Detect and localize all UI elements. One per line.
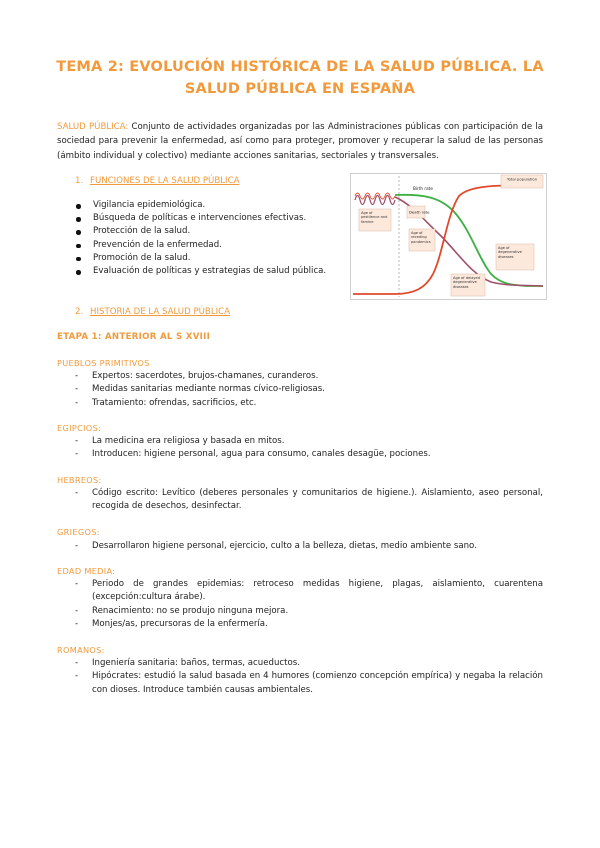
list-item: Vigilancia epidemiológica. [75, 199, 327, 212]
list-item: Promoción de la salud. [75, 252, 327, 265]
group-list-primitivos [57, 370, 543, 410]
group-heading-edad-media: EDAD MEDIA: [57, 566, 116, 576]
list-item: - Desarrollaron higiene personal, ejercicio, culto a la belleza, dietas, medio ambiente sano. [75, 541, 477, 551]
list-item: - Expertos: sacerdotes, brujos-chamanes, curanderos. [75, 371, 319, 381]
group-heading-romanos: ROMANOS: [57, 645, 105, 655]
label-age-receding: Age of receding pandemics [409, 229, 435, 251]
group-list-edad-media [57, 578, 543, 632]
list-item: Protección de la salud. [75, 225, 327, 238]
intro-term: SALUD PÚBLICA: [57, 122, 129, 132]
list-item: Prevención de la enfermedad. [75, 239, 327, 252]
page-title: TEMA 2: EVOLUCIÓN HISTÓRICA DE LA SALUD PÚBLICA. LA SALUD PÚBLICA EN ESPAÑA [56, 59, 544, 97]
list-item: Búsqueda de políticas e intervenciones efectivas. [75, 212, 327, 225]
list-item: - Hipócrates: estudió la salud basada en 4 humores (comienzo concepción empírica) y negaba la relación con dioses. Introduce también causas ambientales. [75, 671, 543, 695]
demographic-transition-diagram [351, 174, 546, 299]
bullet-icon [76, 244, 81, 249]
svg-text:Birth rate: Birth rate [413, 186, 433, 191]
bullet-icon [76, 270, 81, 275]
list-item: - Ingeniería sanitaria: baños, termas, acueductos. [75, 658, 300, 668]
intro-text: Conjunto de actividades organizadas por las Administraciones públicas con participación de la sociedad para prevenir la enfermedad, así como para proteger, promover y recuperar la salud de las personas (ámbito individual y colectivo) mediante acciones sanitarias, sectoriales y transversales. [57, 122, 544, 161]
group-heading-griegos: GRIEGOS: [57, 527, 100, 537]
group-heading-egipcios: EGIPCIOS: [57, 423, 102, 433]
group-list-egipcios [57, 435, 543, 462]
section-1-number: 1. [75, 176, 84, 186]
label-birth-rate [413, 186, 433, 191]
bullet-icon [76, 217, 81, 222]
label-age-pestilence: Age of pestilence and famine [359, 209, 391, 231]
list-item: - Tratamiento: ofrendas, sacrificios, etc. [75, 397, 257, 408]
list-item: Evaluación de políticas y estrategias de salud pública. [75, 265, 327, 278]
section-1-heading [75, 176, 239, 186]
label-total-population [501, 175, 543, 188]
intro-paragraph [57, 120, 543, 163]
functions-list [75, 199, 327, 278]
demographic-transition-figure [350, 173, 547, 300]
svg-text:Death rate: Death rate [409, 209, 430, 215]
section-2-title: HISTORIA DE LA SALUD PÚBLICA [90, 307, 231, 317]
group-heading-primitivos: PUEBLOS PRIMITIVOS [57, 358, 150, 368]
section-2-number: 2. [75, 307, 84, 317]
section-2-heading [75, 307, 230, 317]
svg-text:Total population: Total population [506, 176, 538, 182]
label-age-degenerative: Age of degenerative diseases [496, 244, 534, 270]
bullet-icon [76, 230, 81, 235]
list-item: - Medidas sanitarias mediante normas cívico-religiosas. [75, 384, 325, 395]
group-list-romanos [57, 657, 543, 697]
list-item: - Introducen: higiene personal, agua para consumo, canales desagüe, pociones. [75, 449, 431, 460]
group-list-hebreos [57, 487, 543, 514]
group-list-griegos [57, 540, 543, 553]
stage-1-heading: ETAPA 1: ANTERIOR AL S XVIII [57, 332, 211, 342]
group-heading-hebreos: HEBREOS: [57, 475, 102, 485]
bullet-icon [76, 204, 81, 209]
list-item: - Renacimiento: no se produjo ninguna mejora. [75, 605, 289, 616]
list-item: - Monjes/as, precursoras de la enfermería. [75, 619, 268, 630]
list-item: - Código escrito: Levítico (deberes personales y comunitarios de higiene.). Aislamiento, aseo personal, recogida de desechos, desinfectar. [75, 488, 543, 512]
section-1-title: FUNCIONES DE LA SALUD PÚBLICA [90, 176, 240, 186]
bullet-icon [76, 257, 81, 262]
label-age-delayed: Age of delayed degenerative diseases [451, 274, 485, 296]
list-item: - La medicina era religiosa y basada en mitos. [75, 436, 285, 446]
list-item: - Periodo de grandes epidemias: retroceso medidas higiene, plagas, aislamiento, cuarentena (excepción:cultura árabe). [75, 579, 543, 603]
